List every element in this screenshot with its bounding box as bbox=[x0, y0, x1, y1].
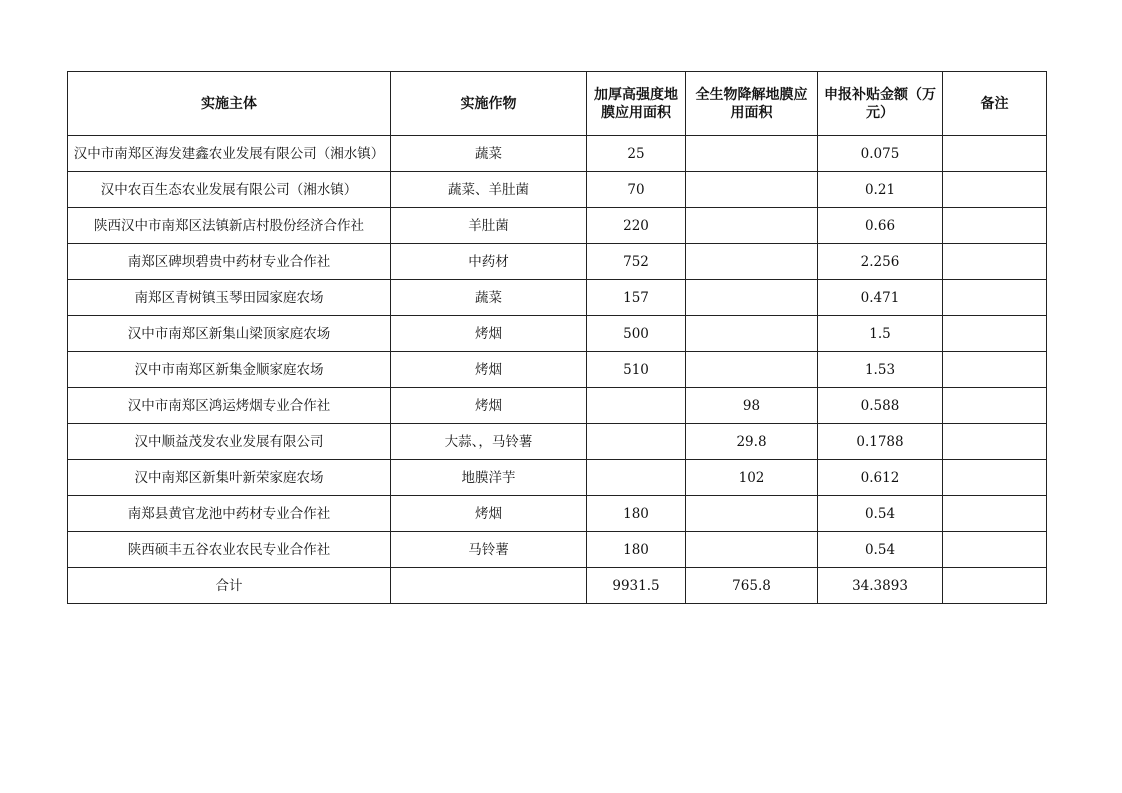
cell-biodegradable-area bbox=[686, 172, 818, 208]
cell-subsidy: 0.588 bbox=[818, 388, 943, 424]
table-header-row bbox=[68, 72, 1047, 136]
cell-biodegradable-area bbox=[686, 208, 818, 244]
cell-biodegradable-area: 98 bbox=[686, 388, 818, 424]
cell-remarks bbox=[943, 316, 1047, 352]
cell-thickened-area: 70 bbox=[587, 172, 686, 208]
cell-biodegradable-area bbox=[686, 136, 818, 172]
table-row bbox=[68, 244, 1047, 280]
cell-entity: 汉中顺益茂发农业发展有限公司 bbox=[68, 424, 391, 460]
cell-biodegradable-area bbox=[686, 352, 818, 388]
header-thickened-film-area: 加厚高强度地膜应用面积 bbox=[587, 72, 686, 136]
header-crop: 实施作物 bbox=[391, 72, 587, 136]
table-row bbox=[68, 496, 1047, 532]
cell-crop: 大蒜、，马铃薯 bbox=[391, 424, 587, 460]
cell-biodegradable-area bbox=[686, 532, 818, 568]
cell-entity: 汉中市南郑区鸿运烤烟专业合作社 bbox=[68, 388, 391, 424]
cell-remarks bbox=[943, 352, 1047, 388]
cell-biodegradable-area: 29.8 bbox=[686, 424, 818, 460]
cell-subsidy: 0.21 bbox=[818, 172, 943, 208]
table-row bbox=[68, 136, 1047, 172]
cell-remarks bbox=[943, 172, 1047, 208]
cell-crop: 蔬菜 bbox=[391, 280, 587, 316]
total-cell-thickened-area: 9931.5 bbox=[587, 568, 686, 604]
cell-remarks bbox=[943, 496, 1047, 532]
table-row bbox=[68, 208, 1047, 244]
cell-entity: 南郑县黄官龙池中药材专业合作社 bbox=[68, 496, 391, 532]
header-subsidy-amount: 申报补贴金额（万元） bbox=[818, 72, 943, 136]
cell-entity: 南郑区青树镇玉琴田园家庭农场 bbox=[68, 280, 391, 316]
cell-entity: 汉中市南郑区新集金顺家庭农场 bbox=[68, 352, 391, 388]
cell-subsidy: 1.53 bbox=[818, 352, 943, 388]
cell-subsidy: 0.54 bbox=[818, 532, 943, 568]
cell-subsidy: 0.612 bbox=[818, 460, 943, 496]
cell-subsidy: 0.1788 bbox=[818, 424, 943, 460]
subsidy-table bbox=[67, 71, 1047, 604]
cell-thickened-area: 25 bbox=[587, 136, 686, 172]
cell-remarks bbox=[943, 136, 1047, 172]
cell-remarks bbox=[943, 424, 1047, 460]
cell-thickened-area bbox=[587, 460, 686, 496]
cell-remarks bbox=[943, 532, 1047, 568]
cell-subsidy: 0.66 bbox=[818, 208, 943, 244]
cell-crop: 烤烟 bbox=[391, 352, 587, 388]
cell-crop: 烤烟 bbox=[391, 388, 587, 424]
cell-remarks bbox=[943, 460, 1047, 496]
cell-remarks bbox=[943, 388, 1047, 424]
cell-entity: 南郑区碑坝碧贵中药材专业合作社 bbox=[68, 244, 391, 280]
cell-thickened-area: 752 bbox=[587, 244, 686, 280]
cell-subsidy: 0.54 bbox=[818, 496, 943, 532]
cell-subsidy: 2.256 bbox=[818, 244, 943, 280]
header-biodegradable-film-area: 全生物降解地膜应用面积 bbox=[686, 72, 818, 136]
cell-subsidy: 1.5 bbox=[818, 316, 943, 352]
cell-thickened-area: 180 bbox=[587, 496, 686, 532]
table-row bbox=[68, 172, 1047, 208]
cell-remarks bbox=[943, 244, 1047, 280]
header-implementing-entity: 实施主体 bbox=[68, 72, 391, 136]
cell-entity: 汉中市南郑区新集山梁顶家庭农场 bbox=[68, 316, 391, 352]
cell-crop: 地膜洋芋 bbox=[391, 460, 587, 496]
cell-thickened-area: 510 bbox=[587, 352, 686, 388]
cell-crop: 烤烟 bbox=[391, 316, 587, 352]
cell-crop: 烤烟 bbox=[391, 496, 587, 532]
cell-biodegradable-area bbox=[686, 280, 818, 316]
cell-biodegradable-area bbox=[686, 316, 818, 352]
table-row bbox=[68, 532, 1047, 568]
cell-crop: 羊肚菌 bbox=[391, 208, 587, 244]
cell-thickened-area bbox=[587, 424, 686, 460]
table-row bbox=[68, 388, 1047, 424]
cell-thickened-area: 220 bbox=[587, 208, 686, 244]
table-row bbox=[68, 280, 1047, 316]
cell-biodegradable-area: 102 bbox=[686, 460, 818, 496]
cell-entity: 陕西硕丰五谷农业农民专业合作社 bbox=[68, 532, 391, 568]
cell-entity: 汉中南郑区新集叶新荣家庭农场 bbox=[68, 460, 391, 496]
total-cell-remarks bbox=[943, 568, 1047, 604]
cell-thickened-area bbox=[587, 388, 686, 424]
header-remarks: 备注 bbox=[943, 72, 1047, 136]
table-row bbox=[68, 424, 1047, 460]
cell-remarks bbox=[943, 280, 1047, 316]
cell-subsidy: 0.471 bbox=[818, 280, 943, 316]
total-cell-entity: 合计 bbox=[68, 568, 391, 604]
cell-biodegradable-area bbox=[686, 244, 818, 280]
cell-entity: 陕西汉中市南郑区法镇新店村股份经济合作社 bbox=[68, 208, 391, 244]
table-row bbox=[68, 316, 1047, 352]
table-row bbox=[68, 352, 1047, 388]
cell-entity: 汉中市南郑区海发建鑫农业发展有限公司（湘水镇） bbox=[68, 136, 391, 172]
total-cell-crop bbox=[391, 568, 587, 604]
cell-thickened-area: 180 bbox=[587, 532, 686, 568]
total-cell-biodegradable-area: 765.8 bbox=[686, 568, 818, 604]
table-total-row bbox=[68, 568, 1047, 604]
cell-entity: 汉中农百生态农业发展有限公司（湘水镇） bbox=[68, 172, 391, 208]
total-cell-subsidy: 34.3893 bbox=[818, 568, 943, 604]
cell-crop: 蔬菜、羊肚菌 bbox=[391, 172, 587, 208]
cell-thickened-area: 157 bbox=[587, 280, 686, 316]
cell-crop: 蔬菜 bbox=[391, 136, 587, 172]
cell-thickened-area: 500 bbox=[587, 316, 686, 352]
cell-crop: 中药材 bbox=[391, 244, 587, 280]
table-row bbox=[68, 460, 1047, 496]
cell-remarks bbox=[943, 208, 1047, 244]
cell-subsidy: 0.075 bbox=[818, 136, 943, 172]
cell-biodegradable-area bbox=[686, 496, 818, 532]
cell-crop: 马铃薯 bbox=[391, 532, 587, 568]
